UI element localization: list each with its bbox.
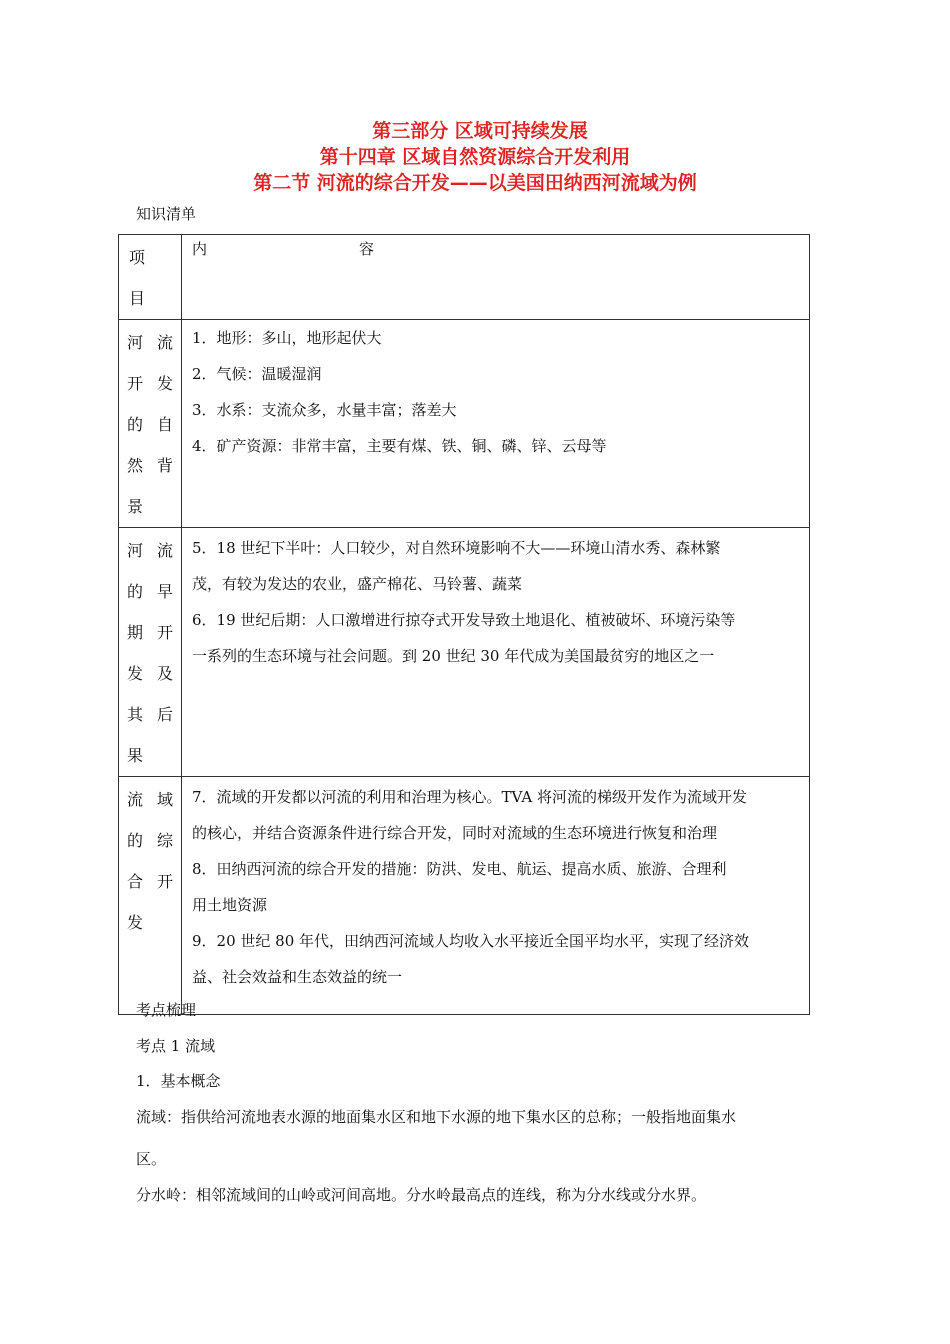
table-row bbox=[119, 320, 810, 528]
exam-point-heading: 考点 1 流域 bbox=[136, 1037, 216, 1055]
content-line: 6．19 世纪后期：人口激增进行掠夺式开发导致土地退化、植被破坏、环境污染等 bbox=[192, 611, 736, 629]
row-item-cell bbox=[119, 777, 182, 1015]
item-char: 的 bbox=[127, 831, 144, 850]
item-char: 开 bbox=[156, 872, 173, 891]
part-title: 第三部分 区域可持续发展 bbox=[372, 120, 588, 142]
item-char: 背 bbox=[156, 456, 173, 475]
item-char: 自 bbox=[156, 415, 173, 434]
content-line: 茂，有较为发达的农业，盛产棉花、马铃薯、蔬菜 bbox=[192, 575, 523, 593]
row-item-cell bbox=[119, 528, 182, 777]
header-item-char: 项 bbox=[129, 248, 146, 267]
header-item-char: 目 bbox=[129, 289, 146, 308]
content-line: 9．20 世纪 80 年代，田纳西河流域人均收入水平接近全国平均水平，实现了经济效 bbox=[192, 932, 750, 950]
header-content-cell bbox=[182, 235, 810, 320]
content-line: 用土地资源 bbox=[192, 896, 268, 914]
row-item-cell bbox=[119, 320, 182, 528]
item-char: 综 bbox=[156, 831, 173, 850]
table-row bbox=[119, 777, 810, 1015]
table-row bbox=[119, 528, 810, 777]
header-item-cell bbox=[119, 235, 182, 320]
table-header-row bbox=[119, 235, 810, 320]
content-line: 1．地形：多山，地形起伏大 bbox=[192, 329, 382, 347]
row-content-cell bbox=[182, 777, 810, 1015]
item-char: 发 bbox=[156, 374, 173, 393]
header-content-b: 容 bbox=[359, 240, 375, 258]
item-char: 发 bbox=[127, 664, 144, 683]
item-char: 河 bbox=[127, 333, 144, 352]
definition-line: 区。 bbox=[136, 1150, 167, 1168]
content-line: 一系列的生态环境与社会问题。到 20 世纪 30 年代成为美国最贫穷的地区之一 bbox=[192, 647, 715, 665]
item-char: 期 bbox=[127, 623, 144, 642]
row-content-cell bbox=[182, 320, 810, 528]
item-char: 及 bbox=[156, 664, 173, 683]
content-line: 2．气候：温暖湿润 bbox=[192, 365, 322, 383]
item-char: 流 bbox=[156, 333, 173, 352]
item-char: 后 bbox=[156, 705, 173, 724]
item-char: 流 bbox=[127, 790, 144, 809]
content-line: 益、社会效益和生态效益的统一 bbox=[192, 968, 403, 986]
item-char: 流 bbox=[156, 541, 173, 560]
item-char: 的 bbox=[127, 582, 144, 601]
definition-line: 流域：指供给河流地表水源的地面集水区和地下水源的地下集水区的总称；一般指地面集水 bbox=[136, 1108, 737, 1126]
item-char: 合 bbox=[127, 872, 144, 891]
exam-points-label: 考点梳理 bbox=[136, 1001, 197, 1019]
knowledge-table bbox=[118, 234, 810, 1015]
content-line: 5．18 世纪下半叶：人口较少，对自然环境影响不大——环境山清水秀、森林繁 bbox=[192, 539, 721, 557]
item-char: 域 bbox=[156, 790, 173, 809]
item-char: 开 bbox=[156, 623, 173, 642]
basic-concept-heading: 1．基本概念 bbox=[136, 1072, 221, 1090]
item-char: 的 bbox=[127, 415, 144, 434]
item-char: 然 bbox=[127, 456, 144, 475]
header-content-a: 内 bbox=[192, 240, 208, 258]
item-char: 发 bbox=[127, 913, 144, 932]
content-line: 3．水系：支流众多，水量丰富；落差大 bbox=[192, 401, 457, 419]
item-char: 果 bbox=[127, 746, 144, 765]
definition-line: 分水岭：相邻流域间的山岭或河间高地。分水岭最高点的连线，称为分水线或分水界。 bbox=[136, 1186, 707, 1204]
content-line: 8．田纳西河流的综合开发的措施：防洪、发电、航运、提高水质、旅游、合理利 bbox=[192, 860, 727, 878]
content-line: 的核心，并结合资源条件进行综合开发，同时对流域的生态环境进行恢复和治理 bbox=[192, 824, 718, 842]
chapter-title: 第十四章 区域自然资源综合开发利用 bbox=[319, 146, 631, 168]
item-char: 其 bbox=[127, 705, 144, 724]
row-content-cell bbox=[182, 528, 810, 777]
section-title: 第二节 河流的综合开发——以美国田纳西河流域为例 bbox=[253, 172, 697, 194]
item-char: 早 bbox=[156, 582, 173, 601]
item-char: 河 bbox=[127, 541, 144, 560]
knowledge-label: 知识清单 bbox=[136, 205, 197, 223]
item-char: 景 bbox=[127, 497, 144, 516]
title-block bbox=[0, 118, 950, 196]
content-line: 4．矿产资源：非常丰富，主要有煤、铁、铜、磷、锌、云母等 bbox=[192, 437, 607, 455]
item-char: 开 bbox=[127, 374, 144, 393]
content-line: 7．流域的开发都以河流的利用和治理为核心。TVA 将河流的梯级开发作为流域开发 bbox=[192, 788, 747, 806]
